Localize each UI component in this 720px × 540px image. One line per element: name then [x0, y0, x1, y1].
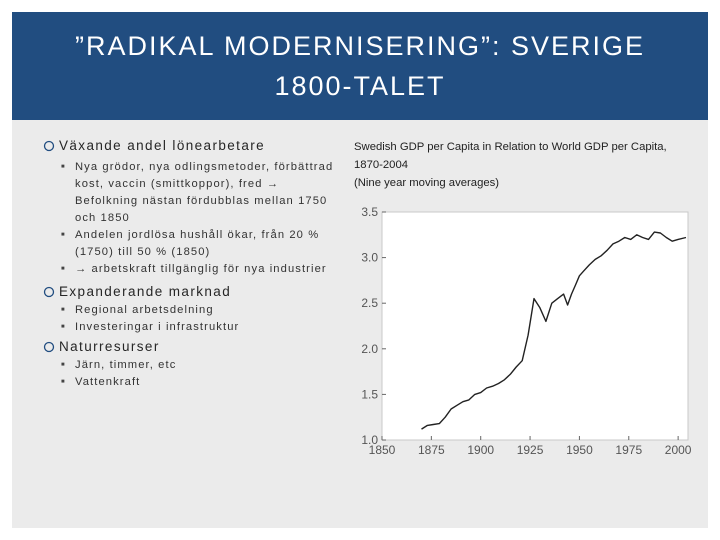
- y-tick-label: 3.5: [361, 205, 378, 219]
- sub-item-label: Investeringar i infrastruktur: [75, 321, 240, 333]
- bullet-list: [43, 138, 343, 391]
- chart-panel: [354, 138, 694, 457]
- square-bullet-icon: ■: [61, 324, 66, 330]
- x-tick-label: 1875: [418, 443, 445, 457]
- title-bar: [12, 12, 708, 120]
- chart-subtitle: (Nine year moving averages): [354, 177, 500, 189]
- x-tick-label: 2000: [664, 443, 692, 457]
- sub-item: [61, 319, 343, 336]
- sub-item: [61, 302, 343, 319]
- slide: [12, 12, 708, 528]
- circle-bullet-icon: [43, 341, 55, 353]
- bullet-item: [43, 284, 343, 299]
- x-tick-label: 1900: [467, 443, 495, 457]
- sub-item-label: Nya grödor, nya odlingsmetoder, förbättrad kost, vaccin (smittkoppor), fred → Befolkning nästan fördubblas mellan 1750 och 1850: [75, 161, 334, 224]
- y-tick-label: 2.5: [361, 296, 378, 311]
- sub-item-label: Andelen jordlösa hushåll ökar, från 20 % (1750) till 50 % (1850): [75, 229, 320, 258]
- sub-item-label: Vattenkraft: [75, 376, 141, 388]
- sub-item: [61, 374, 343, 391]
- sub-item-label: Regional arbetsdelning: [75, 304, 214, 316]
- y-tick-label: 3.0: [361, 250, 378, 265]
- bullet-item: [43, 138, 343, 153]
- x-tick-label: 1925: [516, 443, 544, 457]
- sub-item-label: → arbetskraft tillgänglig för nya industrier: [75, 263, 327, 275]
- square-bullet-icon: ■: [61, 164, 66, 170]
- circle-bullet-icon: [43, 140, 55, 152]
- bullet-label: Naturresurser: [59, 339, 160, 354]
- sub-item: [61, 261, 343, 278]
- sub-item: [61, 159, 343, 227]
- square-bullet-icon: ■: [61, 362, 66, 368]
- bullet-label: Expanderande marknad: [59, 284, 232, 299]
- square-bullet-icon: ■: [61, 232, 66, 238]
- square-bullet-icon: ■: [61, 307, 66, 313]
- sub-list: [43, 159, 343, 278]
- circle-bullet-icon: [43, 286, 55, 298]
- sub-list: [43, 302, 343, 336]
- y-tick-label: 1.0: [361, 433, 378, 447]
- plot-area: [382, 212, 688, 440]
- bullet-label: Växande andel lönearbetare: [59, 138, 266, 153]
- chart-container: [354, 204, 694, 524]
- square-bullet-icon: ■: [61, 266, 66, 272]
- sub-item: [61, 357, 343, 374]
- y-tick-label: 2.0: [361, 341, 378, 356]
- sub-item-label: Järn, timmer, etc: [75, 359, 177, 371]
- sub-list: [43, 357, 343, 391]
- y-tick-label: 1.5: [361, 387, 378, 402]
- bullet-item: [43, 339, 343, 354]
- square-bullet-icon: ■: [61, 379, 66, 385]
- x-tick-label: 1950: [566, 443, 593, 457]
- sub-item: [61, 227, 343, 261]
- gdp-line-chart: [354, 204, 694, 464]
- chart-title: Swedish GDP per Capita in Relation to World GDP per Capita, 1870-2004: [354, 141, 667, 171]
- x-tick-label: 1850: [368, 443, 396, 457]
- x-tick-label: 1975: [615, 443, 643, 457]
- slide-title: ”RADIKAL MODERNISERING”: SVERIGE 1800-TALET: [74, 31, 646, 101]
